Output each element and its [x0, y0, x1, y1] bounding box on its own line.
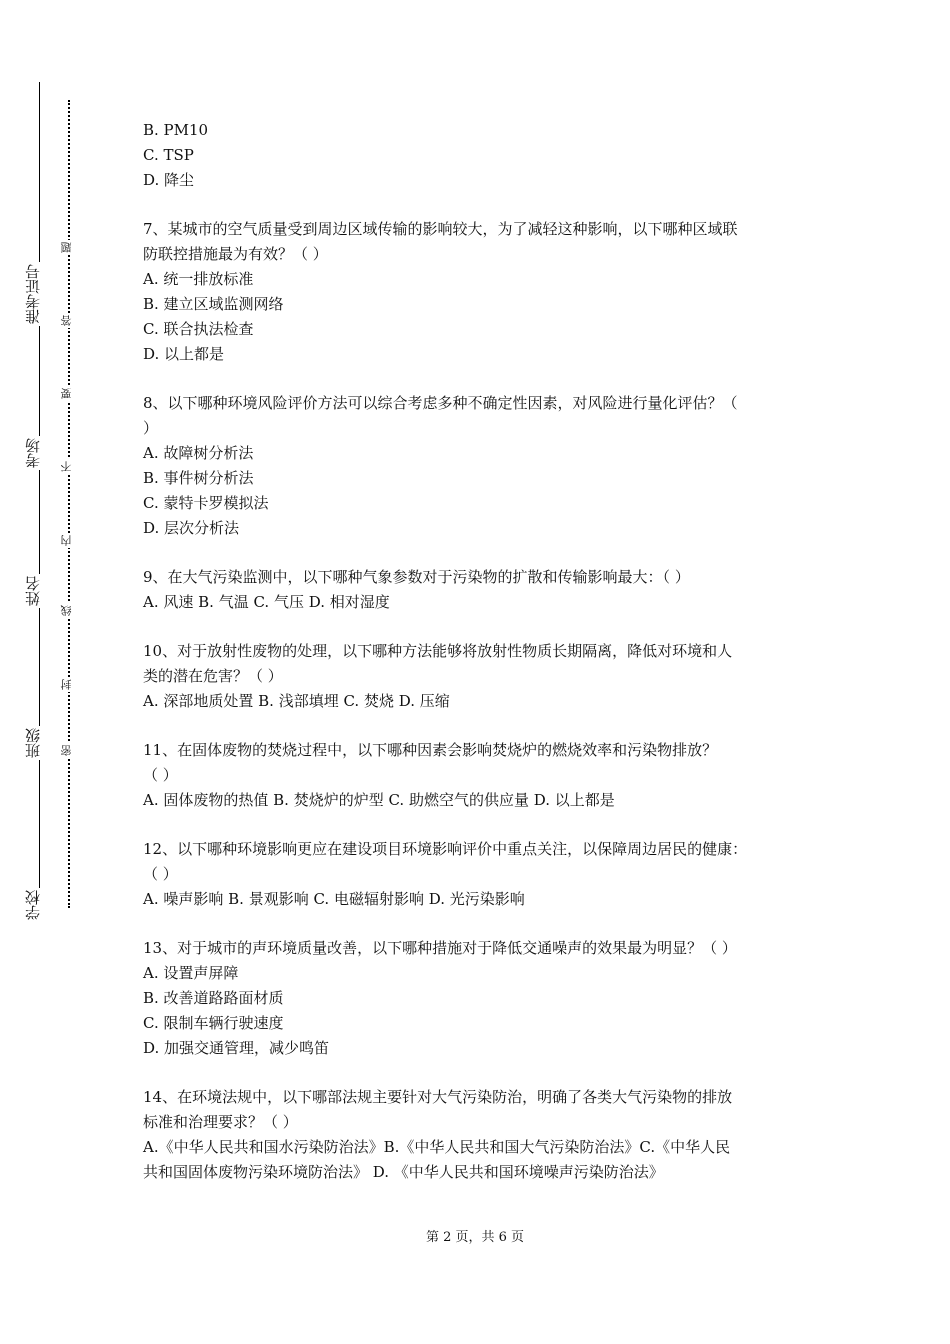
option: B. 建立区域监测网络 [143, 295, 284, 313]
binding-margin [0, 0, 90, 1344]
option-row: 共和国固体废物污染环境防治法》 D. 《中华人民共和国环境噪声污染防治法》 [143, 1163, 664, 1181]
seal-char: 密 [60, 745, 73, 756]
question-stem: 13、对于城市的声环境质量改善，以下哪种措施对于降低交通噪声的效果最为明显？（ ） [143, 939, 737, 957]
seal-dotted-line [68, 100, 70, 908]
binding-solid-line [39, 82, 40, 914]
exam-room-label: 考场 [24, 438, 42, 468]
option-row: A.《中华人民共和国水污染防治法》B.《中华人民共和国大气污染防治法》C.《中华人民 [143, 1138, 731, 1156]
question-7 [143, 217, 813, 367]
option: C. TSP [143, 146, 194, 164]
option: A. 设置声屏障 [143, 964, 239, 982]
question-stem: （ ） [143, 865, 178, 883]
option: A. 统一排放标准 [143, 270, 254, 288]
question-stem: 9、在大气污染监测中，以下哪种气象参数对于污染物的扩散和传输影响最大：（ ） [143, 568, 690, 586]
question-6-carryover [143, 118, 813, 193]
option: C. 联合执法检查 [143, 320, 254, 338]
student-name-label: 姓名 [24, 576, 42, 606]
seal-char: 线 [60, 605, 73, 616]
option: D. 层次分析法 [143, 519, 240, 537]
seal-char: 不 [60, 461, 73, 472]
option: D. 以上都是 [143, 345, 225, 363]
school-label: 学校 [24, 890, 42, 920]
option: C. 限制车辆行驶速度 [143, 1014, 284, 1032]
seal-char: 内 [60, 535, 73, 546]
option-row: A. 深部地质处置 B. 浅部填埋 C. 焚烧 D. 压缩 [143, 692, 450, 710]
seal-char: 题 [60, 242, 73, 253]
question-stem: ） [143, 419, 159, 437]
question-stem: （ ） [143, 766, 178, 784]
class-label: 班级 [24, 728, 42, 758]
question-stem: 7、某城市的空气质量受到周边区域传输的影响较大，为了减轻这种影响，以下哪种区域联 [143, 220, 738, 238]
question-stem: 10、对于放射性废物的处理，以下哪种方法能够将放射性物质长期隔离，降低对环境和人 [143, 642, 733, 660]
option: B. 事件树分析法 [143, 469, 254, 487]
question-stem: 类的潜在危害？（ ） [143, 667, 283, 685]
option-row: A. 风速 B. 气温 C. 气压 D. 相对湿度 [143, 593, 390, 611]
question-9 [143, 565, 813, 615]
question-stem: 防联控措施最为有效？（ ） [143, 245, 328, 263]
exam-content [143, 118, 813, 1185]
question-stem: 标准和治理要求？（ ） [143, 1113, 298, 1131]
question-stem: 11、在固体废物的焚烧过程中，以下哪种因素会影响焚烧炉的燃烧效率和污染物排放？ [143, 741, 718, 759]
question-stem: 12、以下哪种环境影响更应在建设项目环境影响评价中重点关注，以保障周边居民的健康： [143, 840, 748, 858]
option: B. PM10 [143, 121, 209, 139]
option-row: A. 固体废物的热值 B. 焚烧炉的炉型 C. 助燃空气的供应量 D. 以上都是 [143, 791, 615, 809]
option: D. 加强交通管理，减少鸣笛 [143, 1039, 330, 1057]
question-stem: 14、在环境法规中，以下哪部法规主要针对大气污染防治，明确了各类大气污染物的排放 [143, 1088, 733, 1106]
option: B. 改善道路路面材质 [143, 989, 284, 1007]
question-11 [143, 738, 813, 813]
question-10 [143, 639, 813, 714]
page-number: 第 2 页，共 6 页 [425, 1230, 525, 1245]
question-13 [143, 936, 813, 1061]
option: C. 蒙特卡罗模拟法 [143, 494, 269, 512]
question-stem: 8、以下哪种环境风险评价方法可以综合考虑多种不确定性因素，对风险进行量化评估？（ [143, 394, 738, 412]
option-row: A. 噪声影响 B. 景观影响 C. 电磁辐射影响 D. 光污染影响 [143, 890, 525, 908]
seal-char: 答 [60, 315, 73, 326]
exam-id-label: 准考证号 [24, 264, 42, 324]
option: A. 故障树分析法 [143, 444, 254, 462]
seal-char: 要 [60, 388, 73, 399]
question-12 [143, 837, 813, 912]
option: D. 降尘 [143, 171, 195, 189]
seal-char: 封 [60, 679, 73, 690]
question-8 [143, 391, 813, 541]
question-14 [143, 1085, 813, 1185]
